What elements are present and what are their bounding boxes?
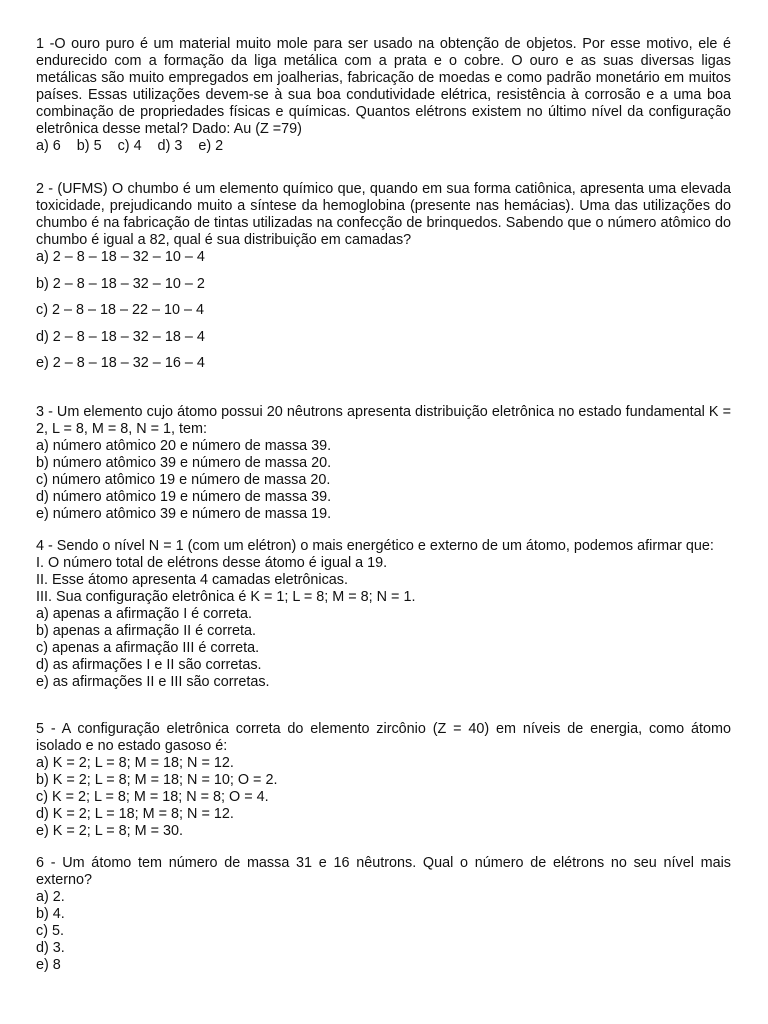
question-5-stem xyxy=(36,721,731,755)
question-2-option-b: b) 2 – 8 – 18 – 32 – 10 – 2 xyxy=(36,275,205,292)
question-3-text: 3 - Um elemento cujo átomo possui 20 nêutrons apresenta distribuição eletrônica no estado fundamental K = 2, L = 8, M = 8, N = 1, tem: xyxy=(36,404,731,437)
question-4-option-e: e) as afirmações II e III são corretas. xyxy=(36,674,270,690)
question-6 xyxy=(36,855,731,974)
question-4-stem xyxy=(36,538,731,555)
question-5-option-a: a) K = 2; L = 8; M = 18; N = 12. xyxy=(36,755,234,771)
question-1-stem xyxy=(36,36,731,138)
question-3-option-a: a) número atômico 20 e número de massa 39. xyxy=(36,438,332,454)
question-5-text: 5 - A configuração eletrônica correta do elemento zircônio (Z = 40) em níveis de energia, como átomo isolado e no estado gasoso é: xyxy=(36,721,731,754)
question-4-statement-2: II. Esse átomo apresenta 4 camadas eletrônicas. xyxy=(36,572,348,588)
question-5-option-c: c) K = 2; L = 8; M = 18; N = 8; O = 4. xyxy=(36,789,269,805)
question-1-text: 1 -O ouro puro é um material muito mole para ser usado na obtenção de objetos. Por esse motivo, ele é endurecido com a formação da liga metálica com a prata e o cobre. O ouro e as suas diversas ligas metálicas são muito empregados em joalherias, fabricação de moedas e como padrão monetário em muitos países. Essas utilizações devem-se à sua boa condutividade elétrica, resistência à corrosão e a uma boa combinação de propriedades físicas e químicas. Quantos elétrons existem no último nível da configuração eletrônica desse metal? Dado: Au (Z =79) xyxy=(36,36,731,137)
question-3-option-c: c) número atômico 19 e número de massa 20. xyxy=(36,472,331,488)
question-3-option-e: e) número atômico 39 e número de massa 19. xyxy=(36,506,332,522)
question-2-stem xyxy=(36,181,731,249)
question-2-option-c: c) 2 – 8 – 18 – 22 – 10 – 4 xyxy=(36,302,205,318)
question-3-option-d: d) número atômico 19 e número de massa 39. xyxy=(36,489,332,505)
question-2 xyxy=(36,181,731,382)
question-6-option-a: a) 2. xyxy=(36,889,65,905)
question-4-option-a: a) apenas a afirmação I é correta. xyxy=(36,606,252,622)
question-6-text: 6 - Um átomo tem número de massa 31 e 16 nêutrons. Qual o número de elétrons no seu nível mais externo? xyxy=(36,855,731,888)
question-5-option-b: b) K = 2; L = 8; M = 18; N = 10; O = 2. xyxy=(36,772,278,788)
question-3-stem xyxy=(36,404,731,438)
question-3-option-b: b) número atômico 39 e número de massa 20. xyxy=(36,455,332,471)
question-4-option-b: b) apenas a afirmação II é correta. xyxy=(36,623,256,639)
question-6-stem xyxy=(36,855,731,889)
question-2-text: 2 - (UFMS) O chumbo é um elemento químico que, quando em sua forma catiônica, apresenta uma elevada toxicidade, prejudicando muito a síntese da hemoglobina (presente nas hemácias). Uma das utilizações do chumbo é na fabricação de tintas utilizadas na confecção de brinquedos. Sabendo que o número atômico do chumbo é igual a 82, qual é sua distribuição em camadas? xyxy=(36,181,731,248)
question-5-option-e: e) K = 2; L = 8; M = 30. xyxy=(36,823,184,839)
question-2-option-e: e) 2 – 8 – 18 – 32 – 16 – 4 xyxy=(36,355,205,371)
question-6-option-e: e) 8 xyxy=(36,957,61,973)
question-1 xyxy=(36,36,731,155)
question-5-option-d: d) K = 2; L = 18; M = 8; N = 12. xyxy=(36,806,234,822)
question-4-statement-3: III. Sua configuração eletrônica é K = 1; L = 8; M = 8; N = 1. xyxy=(36,589,416,605)
question-4-text: 4 - Sendo o nível N = 1 (com um elétron) o mais energético e externo de um átomo, podemos afirmar que: xyxy=(36,538,714,554)
question-6-option-d: d) 3. xyxy=(36,940,65,956)
question-2-option-a: a) 2 – 8 – 18 – 32 – 10 – 4 xyxy=(36,249,205,265)
question-4 xyxy=(36,538,731,691)
question-1-options: a) 6 b) 5 c) 4 d) 3 e) 2 xyxy=(36,138,224,154)
question-4-option-c: c) apenas a afirmação III é correta. xyxy=(36,640,260,656)
question-6-option-c: c) 5. xyxy=(36,923,64,939)
question-4-statement-1: I. O número total de elétrons desse átomo é igual a 19. xyxy=(36,555,388,571)
question-5 xyxy=(36,721,731,840)
question-3 xyxy=(36,404,731,523)
question-4-option-d: d) as afirmações I e II são corretas. xyxy=(36,657,262,673)
question-2-option-d: d) 2 – 8 – 18 – 32 – 18 – 4 xyxy=(36,328,205,345)
question-6-option-b: b) 4. xyxy=(36,906,65,922)
